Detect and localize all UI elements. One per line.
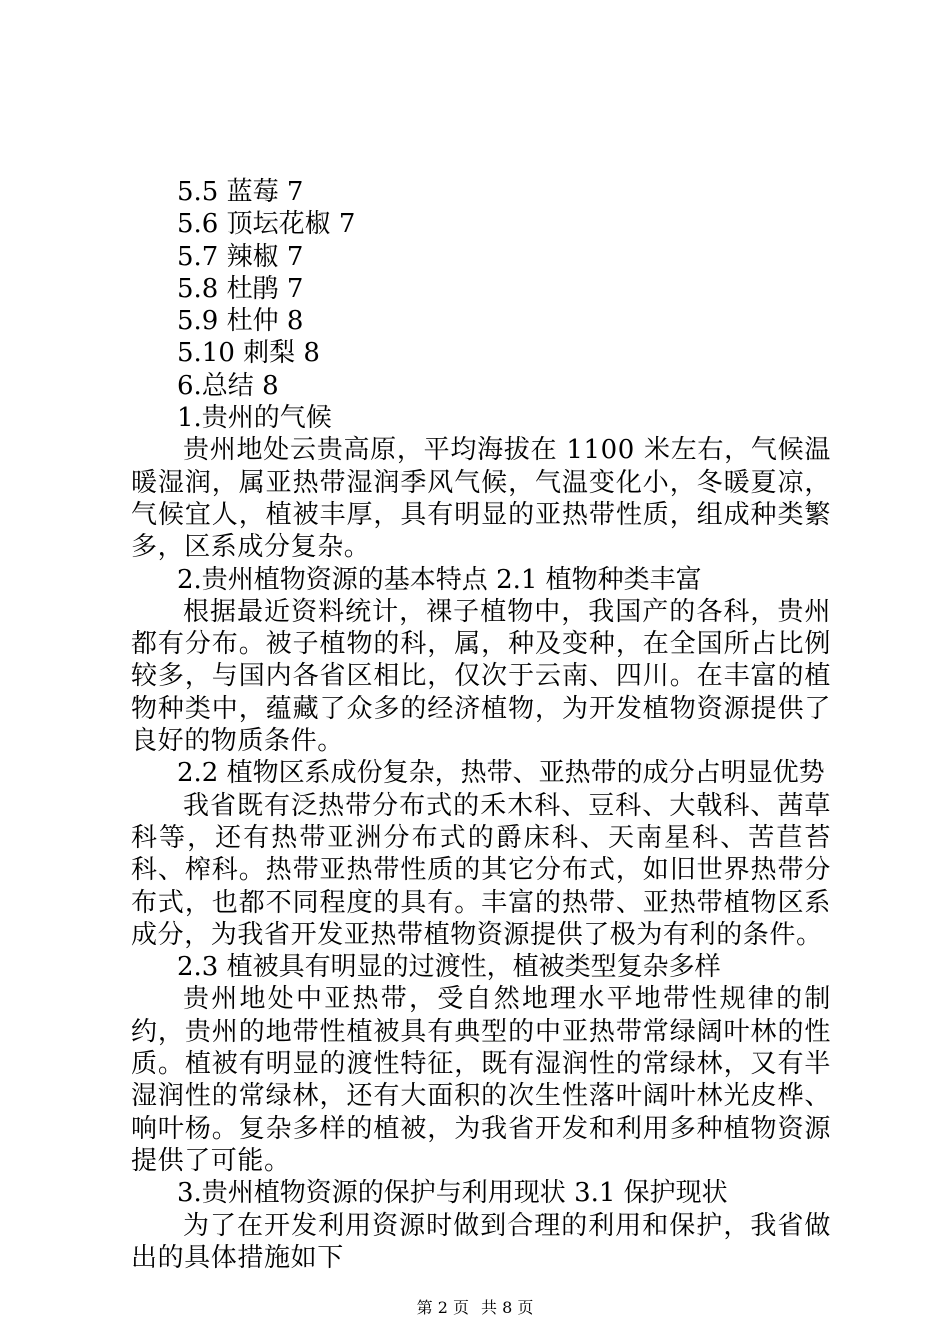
page-number: 第 2 页 <box>416 1298 469 1317</box>
toc-item: 5.8 杜鹃 7 <box>177 273 304 304</box>
toc-item: 5.9 杜仲 8 <box>177 306 304 337</box>
toc-item: 6.总结 8 <box>177 370 279 401</box>
page-total: 共 8 页 <box>481 1298 534 1317</box>
section-paragraph: 贵州地处云贵高原，平均海拔在 1100 米左右，气候温暖湿润，属亚热带湿润季风气候，气温变化小，冬暖夏凉，气候宜人，植被丰厚，具有明显的亚热带性质，组成种类繁多，区系成分复杂。 <box>131 435 831 563</box>
section-heading: 2.3 植被具有明显的过渡性，植被类型复杂多样 <box>177 952 721 983</box>
toc-item: 5.5 蓝莓 7 <box>177 177 304 207</box>
section-paragraph: 根据最近资料统计，裸子植物中，我国产的各科，贵州都有分布。被子植物的科，属，种及变种，在全国所占比例较多，与国内各省区相比，仅次于云南、四川。在丰富的植物种类中，蕴藏了众多的经济植物，为开发植物资源提供了良好的物质条件。 <box>131 596 831 757</box>
section-characteristics <box>131 564 831 758</box>
page-footer <box>0 1298 950 1318</box>
document-body <box>131 176 831 1274</box>
toc-item: 5.6 顶坛花椒 7 <box>177 209 356 240</box>
section-heading: 1.贵州的气候 <box>177 403 332 434</box>
section-paragraph: 为了在开发利用资源时做到合理的利用和保护，我省做出的具体措施如下 <box>131 1210 831 1273</box>
toc-item: 5.10 刺梨 8 <box>177 338 320 369</box>
section-heading: 3.贵州植物资源的保护与利用现状 3.1 保护现状 <box>177 1178 728 1209</box>
toc-item: 5.7 辣椒 7 <box>177 241 304 272</box>
section-paragraph: 我省既有泛热带分布式的禾木科、豆科、大戟科、茜草科等，还有热带亚洲分布式的爵床科、天南星科、苦苣苔科、榨科。热带亚热带性质的其它分布式，如旧世界热带分布式，也都不同程度的具有。丰富的热带、亚热带植物区系成分，为我省开发亚热带植物资源提供了极为有利的条件。 <box>131 790 831 950</box>
section-vegetation <box>131 951 831 1177</box>
section-heading: 2.贵州植物资源的基本特点 2.1 植物种类丰富 <box>177 564 702 595</box>
section-protection <box>131 1177 831 1274</box>
section-paragraph: 贵州地处中亚热带，受自然地理水平地带性规律的制约，贵州的地带性植被具有典型的中亚热带常绿阔叶林的性质。植被有明显的渡性特征，既有湿润性的常绿林，又有半湿润性的常绿林，还有大面积的次生性落叶阔叶林光皮桦、响叶杨。复杂多样的植被，为我省开发和利用多种植物资源提供了可能。 <box>131 984 831 1176</box>
section-climate <box>131 402 831 563</box>
toc-list <box>131 176 831 402</box>
section-heading: 2.2 植物区系成份复杂，热带、亚热带的成分占明显优势 <box>177 758 825 789</box>
section-flora <box>131 757 831 951</box>
